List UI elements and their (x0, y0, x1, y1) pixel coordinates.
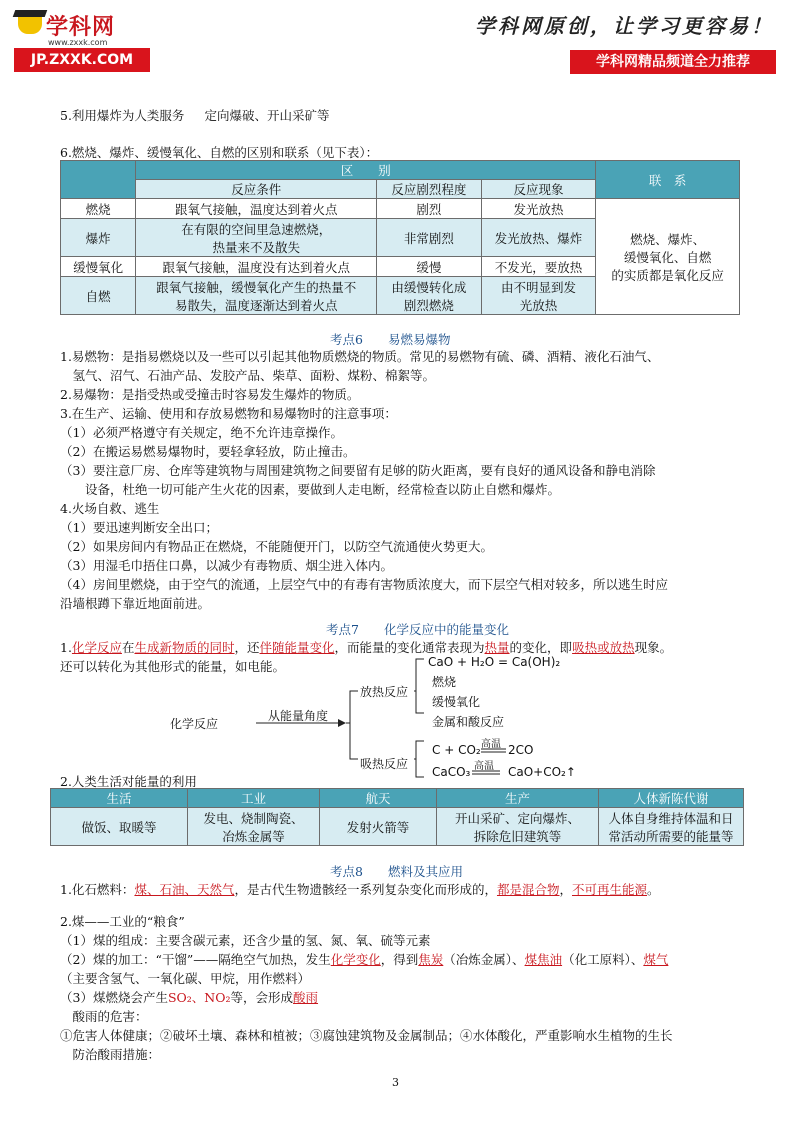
sec6-title: 6.燃烧、爆炸、缓慢氧化、自燃的区别和联系（见下表）： (60, 145, 379, 160)
logo (14, 8, 150, 74)
kp7-line2: 还可以转化为其他形式的能量，如电能。 (60, 659, 286, 674)
row-degree: 非常剧烈 (377, 219, 482, 257)
kp8-line1: 1.化石燃料：煤、石油、天然气，是古代生物遗骸经一系列复杂变化而形成的，都是混合物，不可再生能源。 (60, 882, 660, 897)
row-name: 燃烧 (61, 199, 136, 219)
row-degree: 缓慢 (377, 257, 482, 277)
endo-r2-left: CaCO₃ (432, 765, 471, 779)
kp8-title: 考点8 燃料及其应用 (330, 864, 463, 879)
endo-r1-left: C + CO₂ (432, 743, 481, 757)
logo-domain: JP.ZXXK.COM (14, 48, 150, 72)
channel-banner: 学科网精品频道全力推荐 (570, 50, 776, 74)
diagram-root: 化学反应 (170, 717, 219, 731)
header-slogan: 学科网原创，让学习更容易！ (475, 14, 774, 38)
energy-use-title: 2.人类生活对能量的利用 (60, 774, 197, 789)
row-phenomenon: 不发光，要放热 (481, 257, 596, 277)
col-condition: 反应条件 (136, 180, 377, 199)
row-phenomenon: 由不明显到发 光放热 (481, 277, 596, 315)
comparison-table (60, 160, 740, 315)
exothermic-label: 放热反应 (360, 685, 409, 699)
page-number: 3 (392, 1076, 399, 1089)
row-condition: 跟氧气接触，温度没有达到着火点 (136, 257, 377, 277)
endo-r1-right: 2CO (508, 743, 534, 757)
logo-name: 学科网 (46, 15, 116, 40)
row-name: 缓慢氧化 (61, 257, 136, 277)
exo-item: 金属和酸反应 (432, 715, 505, 729)
exo-item: 缓慢氧化 (432, 695, 481, 709)
row-phenomenon: 发光放热、爆炸 (481, 219, 596, 257)
col-header: 工业 (188, 789, 320, 808)
table-cell: 发电、烧制陶瓷、 冶炼金属等 (188, 808, 320, 846)
kp7-title: 考点7 化学反应中的能量变化 (326, 622, 509, 637)
table-cell: 人体自身维持体温和日 常活动所需要的能量等 (599, 808, 744, 846)
table-cell: 开山采矿、定向爆炸、 拆除危旧建筑等 (437, 808, 599, 846)
row-condition: 在有限的空间里急速燃烧， 热量来不及散失 (136, 219, 377, 257)
table-cell: 做饭、取暖等 (51, 808, 188, 846)
col-header: 人体新陈代谢 (599, 789, 744, 808)
table-row (61, 199, 740, 219)
row-degree: 剧烈 (377, 199, 482, 219)
row-condition: 跟氧气接触，缓慢氧化产生的热量不 易散失，温度逐渐达到着火点 (136, 277, 377, 315)
kp8-body: 2.煤——工业的“粮食” （1）煤的组成：主要含碳元素，还含少量的氢、氮、氧、硫等元素 （2）煤的加工：“干馏”——隔绝空气加热，发生化学变化，得到焦炭（冶炼金属）、煤焦油（化工原料）、煤气 （主要含氢气、一氧化碳、甲烷，用作燃料） （3）煤燃烧会产生SO₂、NO₂等，会形成酸雨 酸雨的危害： ①危害人体健康；②破坏土壤、森林和植被；③腐蚀建筑物及金属制品；④水体酸化，严重影响水生植物的生长 防治酸雨措施： (60, 914, 673, 1062)
row-phenomenon: 发光放热 (481, 199, 596, 219)
row-name: 自燃 (61, 277, 136, 315)
logo-url: www.zxxk.com (48, 38, 108, 47)
exo-item: 燃烧 (432, 675, 457, 689)
endo-r2-cond: 高温 (474, 761, 494, 772)
sec5-label: 5.利用爆炸为人类服务 (60, 108, 185, 123)
endo-r2-right: CaO+CO₂↑ (508, 765, 576, 779)
energy-diagram (170, 655, 590, 779)
kp6-body: 1.易燃物：是指易燃烧以及一些可以引起其他物质燃烧的物质。常见的易燃物有硫、磷、酒精、液化石油气、 氢气、沼气、石油产品、发胶产品、柴草、面粉、煤粉、棉絮等。 2.易爆物：是指受热或受撞击时容易发生爆炸的物质。 3.在生产、运输、使用和存放易燃物和易爆物时的注意事项： （1）必须严格遵守有关规定，绝不允许违章操作。 （2）在搬运易燃易爆物时，要轻拿轻放，防止撞击。 （3）要注意厂房、仓库等建筑物与周围建筑物之间要留有足够的防火距离，要有良好的通风设备和静电消除 设备，杜绝一切可能产生火花的因素，要做到人走电断，经常检查以防止自燃和爆炸。 4.火场自救、逃生 （1）要迅速判断安全出口； （2）如果房间内有物品正在燃烧，不能随便开门，以防空气流通使火势更大。 （3）用湿毛巾捂住口鼻，以减少有毒物质、烟尘进入体内。 （4）房间里燃烧，由于空气的流通，上层空气中的有毒有害物质浓度大，而下层空气相对较多，所以逃生时应 沿墙根蹲下靠近地面前进。 (60, 349, 668, 611)
link-cell: 燃烧、爆炸、 缓慢氧化、自燃 的实质都是氧化反应 (596, 199, 740, 315)
col-phenomenon: 反应现象 (481, 180, 596, 199)
row-name: 爆炸 (61, 219, 136, 257)
header-difference: 区 别 (136, 161, 596, 180)
graduation-cap-icon (18, 14, 42, 34)
col-degree: 反应剧烈程度 (377, 180, 482, 199)
row-condition: 跟氧气接触，温度达到着火点 (136, 199, 377, 219)
table-cell: 发射火箭等 (320, 808, 437, 846)
kp6-title: 考点6 易燃易爆物 (330, 332, 451, 347)
row-degree: 由缓慢转化成 剧烈燃烧 (377, 277, 482, 315)
col-header: 航天 (320, 789, 437, 808)
col-header: 生活 (51, 789, 188, 808)
kp7-line1: 1.化学反应在生成新物质的同时，还伴随能量变化，而能量的变化通常表现为热量的变化，即吸热或放热现象。 (60, 640, 673, 655)
endo-r1-cond: 高温 (481, 739, 501, 750)
sec5-detail: 定向爆破、开山采矿等 (204, 108, 330, 123)
col-header: 生产 (437, 789, 599, 808)
exo-item: CaO + H₂O = Ca(OH)₂ (428, 655, 561, 669)
endothermic-label: 吸热反应 (360, 757, 409, 771)
energy-use-table (50, 788, 744, 846)
sec5-line (60, 106, 329, 124)
diagram-arrow-label: 从能量角度 (268, 709, 329, 723)
table-row (51, 808, 744, 846)
header-link: 联 系 (596, 161, 740, 199)
